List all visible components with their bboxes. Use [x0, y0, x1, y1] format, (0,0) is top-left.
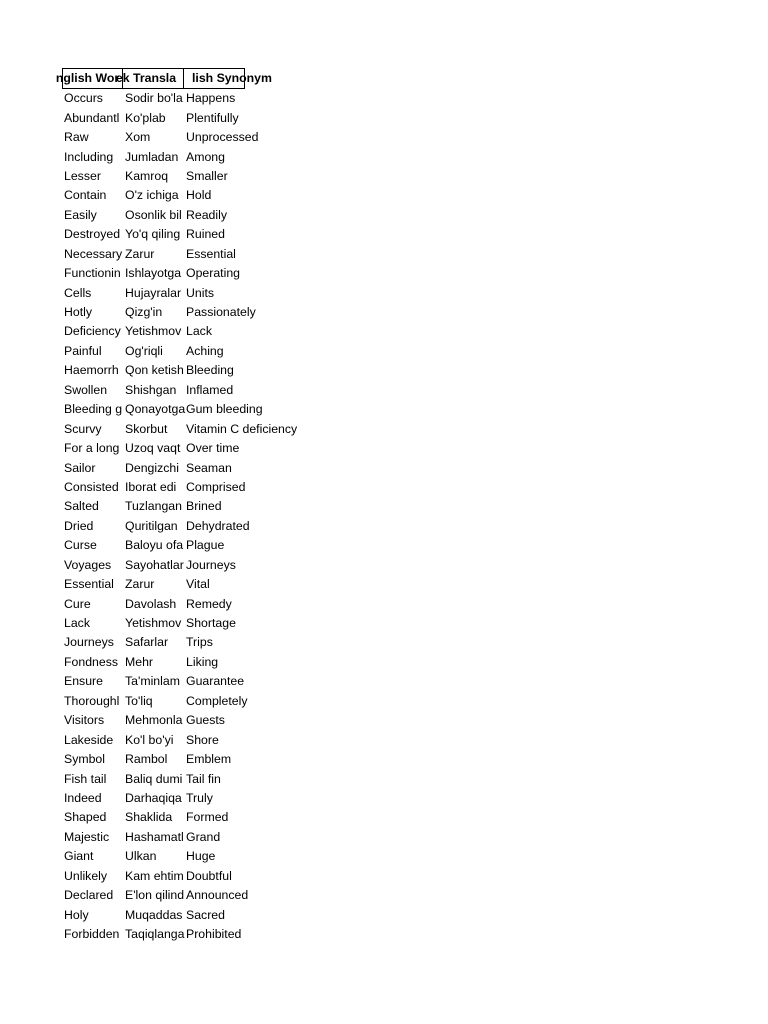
english-word-cell: Ensure [64, 674, 103, 689]
english-word-cell: Giant [64, 849, 94, 864]
uzbek-translation-cell: Ishlayotga [125, 266, 182, 281]
uzbek-translation-cell: Rambol [125, 752, 168, 767]
table-row [62, 847, 245, 866]
english-synonym-cell: Plague [186, 538, 225, 553]
uzbek-translation-cell: Kam ehtim [125, 868, 184, 883]
uzbek-translation-cell: Sayohatlar [125, 557, 184, 572]
uzbek-translation-cell: Baloyu ofa [125, 538, 184, 553]
table-row [62, 789, 245, 808]
spreadsheet-table [55, 68, 298, 944]
english-word-cell: Consisted [64, 479, 119, 494]
english-word-cell: Bleeding g [64, 402, 123, 417]
english-word-cell: Including [64, 149, 114, 164]
table-row [62, 886, 249, 905]
table-row [62, 730, 245, 749]
table-row [62, 342, 245, 361]
english-synonym-cell: Readily [186, 207, 228, 222]
english-synonym-cell: Guarantee [186, 674, 245, 689]
english-synonym-cell: Hold [186, 188, 212, 203]
english-word-cell: Abundantl [64, 110, 120, 125]
english-synonym-cell: Smaller [186, 168, 228, 183]
english-synonym-cell: Brined [186, 499, 222, 514]
english-synonym-cell: Seaman [186, 460, 232, 475]
table-row [62, 769, 245, 788]
uzbek-translation-cell: Kamroq [125, 168, 169, 183]
english-synonym-cell: Ruined [186, 227, 225, 242]
header-english-word: nglish Wor [62, 68, 123, 89]
uzbek-translation-cell: Quritilgan [125, 518, 178, 533]
english-synonym-cell: Over time [186, 441, 240, 456]
table-row [62, 478, 245, 497]
english-synonym-cell: Trips [186, 635, 213, 650]
english-synonym-cell: Shore [186, 732, 219, 747]
english-word-cell: Contain [64, 188, 107, 203]
english-word-cell: Scurvy [64, 421, 102, 436]
uzbek-translation-cell: Hashamatl [125, 829, 184, 844]
uzbek-translation-cell: Shishgan [125, 382, 177, 397]
english-synonym-cell: Units [186, 285, 215, 300]
table-row [62, 614, 245, 633]
english-synonym-cell: Sacred [186, 907, 225, 922]
english-synonym-cell: Vital [186, 577, 210, 592]
uzbek-translation-cell: Iborat edi [125, 479, 177, 494]
table-row [62, 322, 245, 341]
english-synonym-cell: Unprocessed [186, 130, 259, 145]
english-synonym-cell: Among [186, 149, 225, 164]
english-word-cell: Unlikely [64, 868, 108, 883]
table-row [62, 808, 245, 827]
english-word-cell: Fish tail [64, 771, 107, 786]
english-synonym-cell: Prohibited [186, 927, 242, 942]
table-row [62, 419, 298, 438]
english-synonym-cell: Lack [186, 324, 212, 339]
table-row [62, 303, 256, 322]
english-word-cell: Symbol [64, 752, 106, 767]
english-synonym-cell: Gum bleeding [186, 402, 263, 417]
english-synonym-cell: Vitamin C deficiency [186, 421, 298, 436]
english-word-cell: Functionin [64, 266, 121, 281]
table-row [62, 361, 245, 380]
uzbek-translation-cell: Qonayotga [125, 402, 186, 417]
english-synonym-cell: Formed [186, 810, 229, 825]
table-row [62, 186, 245, 205]
table-row [62, 381, 245, 400]
english-word-cell: Deficiency [64, 324, 121, 339]
table-row [62, 458, 245, 477]
english-synonym-cell: Comprised [186, 479, 246, 494]
header-uzbek-translation: ek Transla [123, 68, 184, 89]
table-row [62, 147, 245, 166]
uzbek-translation-cell: Zarur [125, 246, 155, 261]
table-row [62, 108, 245, 127]
english-synonym-cell: Essential [186, 246, 236, 261]
english-synonym-cell: Happens [186, 91, 236, 106]
uzbek-translation-cell: Qon ketish [125, 363, 184, 378]
table-row [62, 400, 263, 419]
english-synonym-cell: Announced [186, 888, 249, 903]
english-word-cell: Occurs [64, 91, 103, 106]
table-row [62, 692, 248, 711]
uzbek-translation-cell: Mehr [125, 654, 154, 669]
english-word-cell: Salted [64, 499, 99, 514]
english-word-cell: Dried [64, 518, 94, 533]
uzbek-translation-cell: O'z ichiga [125, 188, 179, 203]
english-synonym-cell: Journeys [186, 557, 236, 572]
uzbek-translation-cell: Dengizchi [125, 460, 179, 475]
uzbek-translation-cell: Baliq dumi [125, 771, 183, 786]
table-row [62, 828, 245, 847]
english-synonym-cell: Grand [186, 829, 221, 844]
table-row [62, 594, 245, 613]
english-word-cell: Hotly [64, 305, 93, 320]
english-word-cell: Necessary [64, 246, 123, 261]
uzbek-translation-cell: Darhaqiqa [125, 790, 182, 805]
english-word-cell: Essential [64, 577, 114, 592]
english-synonym-cell: Emblem [186, 752, 232, 767]
english-word-cell: Declared [64, 888, 114, 903]
english-word-cell: Lakeside [64, 732, 114, 747]
uzbek-translation-cell: Jumladan [125, 149, 179, 164]
english-word-cell: Cure [64, 596, 91, 611]
english-word-cell: Forbidden [64, 927, 120, 942]
uzbek-translation-cell: Sodir bo'la [125, 91, 183, 106]
uzbek-translation-cell: Ko'plab [125, 110, 166, 125]
english-synonym-cell: Truly [186, 790, 213, 805]
english-synonym-cell: Doubtful [186, 868, 232, 883]
english-word-cell: Fondness [64, 654, 119, 669]
header-english-synonym: lish Synonym [184, 68, 245, 89]
english-synonym-cell: Plentifully [186, 110, 239, 125]
english-synonym-cell: Shortage [186, 616, 236, 631]
english-synonym-cell: Passionately [186, 305, 256, 320]
uzbek-translation-cell: Tuzlangan [125, 499, 182, 514]
uzbek-translation-cell: Hujayralar [125, 285, 182, 300]
english-word-cell: Swollen [64, 382, 108, 397]
english-synonym-cell: Aching [186, 343, 224, 358]
english-word-cell: Holy [64, 907, 89, 922]
english-synonym-cell: Huge [186, 849, 216, 864]
english-word-cell: Shaped [64, 810, 107, 825]
table-row [62, 575, 245, 594]
uzbek-translation-cell: Mehmonla [125, 713, 183, 728]
english-synonym-cell: Guests [186, 713, 225, 728]
english-word-cell: Curse [64, 538, 97, 553]
english-word-cell: Painful [64, 343, 102, 358]
table-row [62, 905, 245, 924]
uzbek-translation-cell: Uzoq vaqt [125, 441, 181, 456]
uzbek-translation-cell: Skorbut [125, 421, 168, 436]
uzbek-translation-cell: Muqaddas [125, 907, 183, 922]
table-row [62, 867, 245, 886]
english-word-cell: Voyages [64, 557, 112, 572]
table-body [62, 89, 298, 944]
uzbek-translation-cell: Og'riqli [125, 343, 163, 358]
uzbek-translation-cell: To'liq [125, 693, 153, 708]
uzbek-translation-cell: Ta'minlam [125, 674, 180, 689]
english-synonym-cell: Tail fin [186, 771, 221, 786]
english-word-cell: Journeys [64, 635, 114, 650]
uzbek-translation-cell: E'lon qilind [125, 888, 185, 903]
english-synonym-cell: Dehydrated [186, 518, 250, 533]
english-word-cell: Indeed [64, 790, 102, 805]
english-synonym-cell: Inflamed [186, 382, 234, 397]
table-row [62, 497, 245, 516]
english-synonym-cell: Remedy [186, 596, 232, 611]
english-word-cell: Majestic [64, 829, 110, 844]
table-row [62, 225, 245, 244]
table-row [62, 556, 245, 575]
uzbek-translation-cell: Xom [125, 130, 151, 145]
uzbek-translation-cell: Yo'q qiling [125, 227, 181, 242]
uzbek-translation-cell: Yetishmov [125, 616, 182, 631]
uzbek-translation-cell: Davolash [125, 596, 177, 611]
english-word-cell: Easily [64, 207, 97, 222]
english-synonym-cell: Operating [186, 266, 241, 281]
english-word-cell: Destroyed [64, 227, 121, 242]
english-word-cell: Thoroughl [64, 693, 120, 708]
table-row [62, 711, 245, 730]
table-row [62, 672, 245, 691]
english-word-cell: Cells [64, 285, 92, 300]
english-word-cell: Haemorrh [64, 363, 119, 378]
english-word-cell: Lesser [64, 168, 101, 183]
uzbek-translation-cell: Ulkan [125, 849, 157, 864]
header-row [55, 68, 272, 89]
uzbek-translation-cell: Zarur [125, 577, 155, 592]
uzbek-translation-cell: Safarlar [125, 635, 169, 650]
table-row [62, 245, 245, 264]
table-row [62, 439, 245, 458]
table-row [62, 653, 245, 672]
english-synonym-cell: Completely [186, 693, 248, 708]
english-word-cell: Lack [64, 616, 90, 631]
uzbek-translation-cell: Ko'l bo'yi [125, 732, 174, 747]
table-row [62, 750, 245, 769]
table-row [62, 206, 245, 225]
uzbek-translation-cell: Yetishmov [125, 324, 182, 339]
table-row [62, 283, 245, 302]
uzbek-translation-cell: Shaklida [125, 810, 173, 825]
uzbek-translation-cell: Qizg'in [125, 305, 163, 320]
table-row [62, 925, 245, 944]
english-word-cell: Sailor [64, 460, 96, 475]
english-synonym-cell: Bleeding [186, 363, 234, 378]
uzbek-translation-cell: Taqiqlanga [125, 927, 185, 942]
uzbek-translation-cell: Osonlik bil [125, 207, 182, 222]
table-row [62, 89, 245, 108]
english-word-cell: Visitors [64, 713, 105, 728]
table-row [62, 517, 250, 536]
table-row [62, 633, 245, 652]
english-word-cell: For a long [64, 441, 120, 456]
table-row [62, 128, 259, 147]
table-row [62, 167, 245, 186]
english-synonym-cell: Liking [186, 654, 219, 669]
table-row [62, 536, 245, 555]
english-word-cell: Raw [64, 130, 89, 145]
table-row [62, 264, 245, 283]
